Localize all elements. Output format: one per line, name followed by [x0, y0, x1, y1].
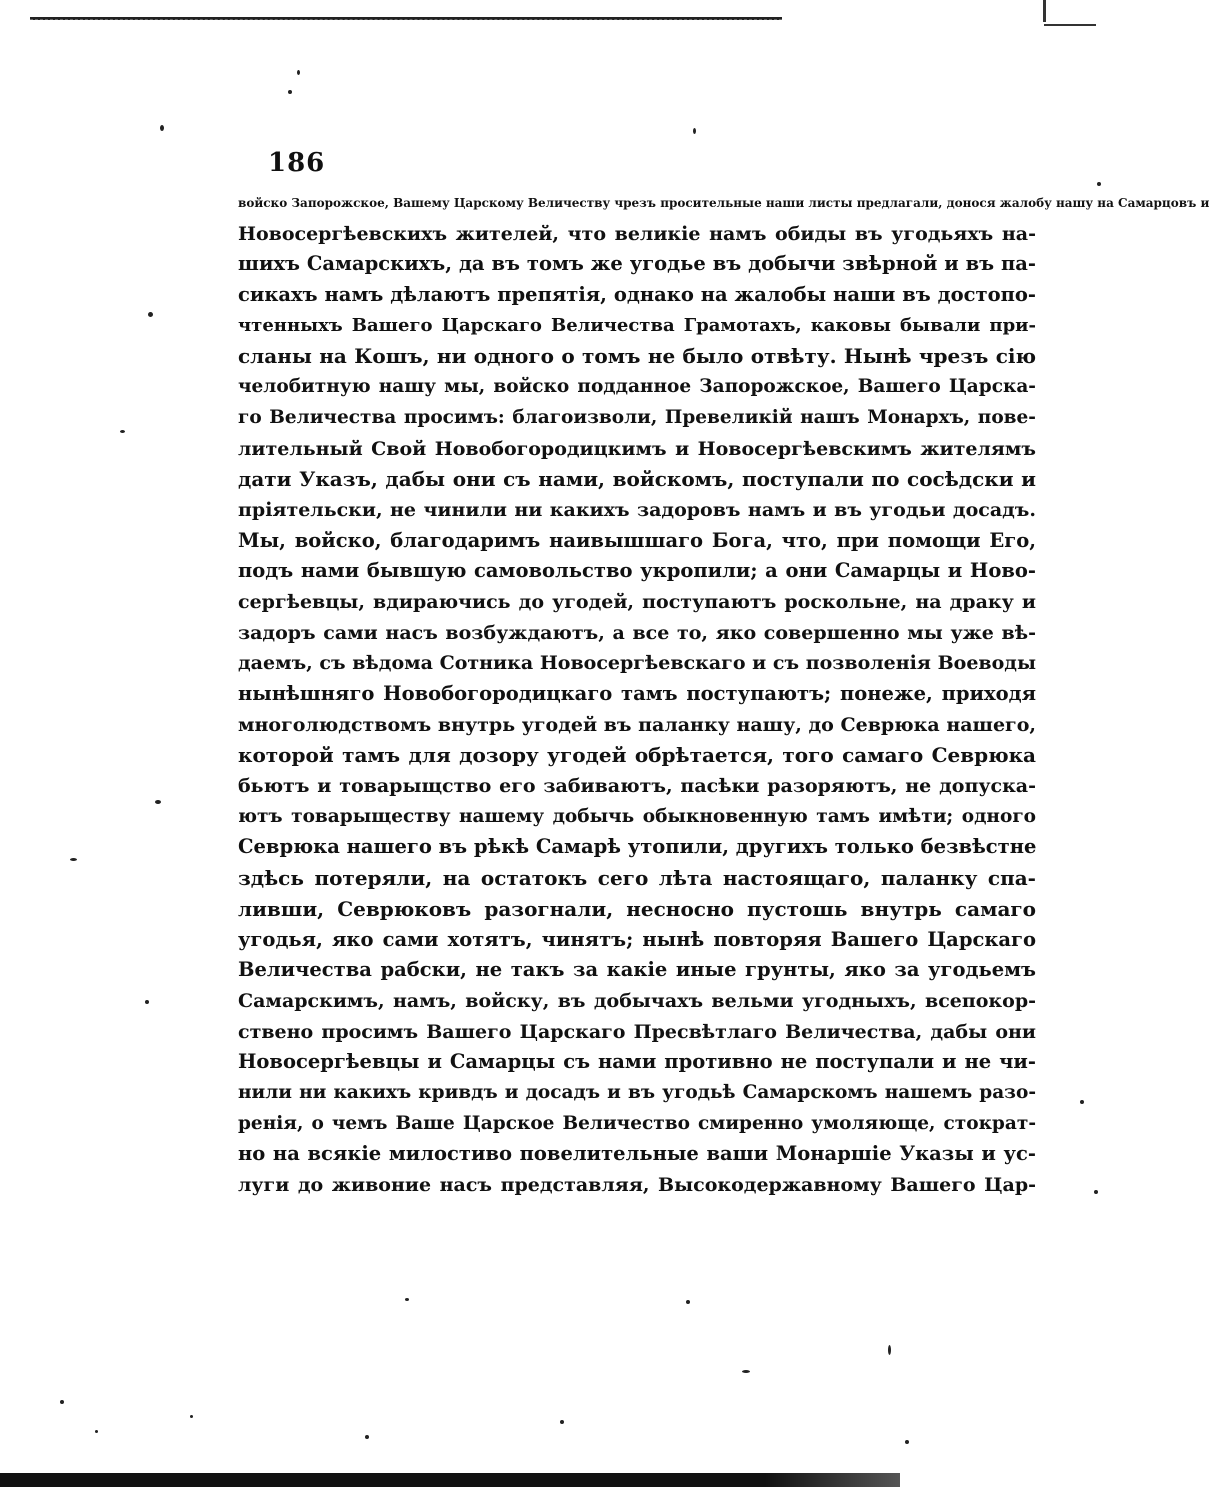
top-border-rule	[30, 17, 782, 20]
text-line: угодья, яко сами хотятъ, чинятъ; нынѣ повторяя Вашего Царскаго	[238, 927, 1036, 951]
text-line: чтенныхъ Вашего Царскаго Величества Грамотахъ, каковы бывали при-	[238, 314, 1036, 336]
text-line: дати Указъ, дабы они съ нами, войскомъ, поступали по сосѣдски и	[238, 467, 1036, 492]
text-line: бьютъ и товарыщство его забиваютъ, пасѣки разоряютъ, не допуска-	[238, 775, 1036, 798]
scan-speck	[686, 1300, 690, 1304]
scan-speck	[405, 1298, 409, 1301]
text-line: сикахъ намъ дѣлаютъ препятія, однако на жалобы наши въ достопо-	[238, 283, 1036, 307]
scan-speck	[155, 800, 161, 804]
text-line: ствено просимъ Вашего Царскаго Пресвѣтлаго Величества, дабы они	[238, 1020, 1036, 1043]
scan-speck	[693, 128, 696, 134]
scan-speck	[190, 1415, 193, 1418]
text-line: Новосергѣевцы и Самарцы съ нами противно не поступали и не чи-	[238, 1050, 1036, 1074]
text-line: подъ нами бывшую самовольство укропили; а они Самарцы и Ново-	[238, 559, 1036, 583]
scan-speck	[365, 1435, 369, 1439]
scan-speck	[297, 70, 300, 75]
text-line: Величества рабски, не такъ за какіе иные грунты, яко за угодьемъ	[238, 958, 1036, 982]
text-line: луги до живоние насъ представляя, Высокодержавному Вашего Цар-	[238, 1174, 1036, 1196]
text-line: Самарскимъ, намъ, войску, въ добычахъ вельми угодныхъ, всепокор-	[238, 989, 1036, 1012]
text-line: сергѣевцы, вдираючись до угодей, поступаютъ роскольне, на драку и	[238, 590, 1036, 613]
corner-mark	[1043, 0, 1046, 22]
scan-speck	[145, 1000, 149, 1004]
scan-speck	[560, 1420, 564, 1424]
text-line: пріятельски, не чинили ни какихъ задоровъ намъ и въ угодьи досадъ.	[238, 498, 1036, 521]
text-line: но на всякіе милостиво повелительные ваши Монаршіе Указы и ус-	[238, 1142, 1036, 1166]
scan-speck	[888, 1345, 891, 1355]
text-line: лительный Свой Новобогородицкимъ и Новосергѣевскимъ жителямъ	[238, 437, 1036, 460]
text-line: Севрюка нашего въ рѣкѣ Самарѣ утопили, другихъ только безвѣстне	[238, 835, 1037, 859]
body-text	[238, 188, 1209, 1201]
scan-speck	[148, 312, 153, 317]
text-line: Новосергѣевскихъ жителей, что великіе намъ обиды въ угодьяхъ на-	[238, 222, 1036, 245]
scan-speck	[60, 1400, 64, 1404]
scan-speck	[160, 125, 164, 131]
scan-speck	[1080, 1100, 1084, 1104]
text-line: войско Запорожское, Вашему Царскому Величеству чрезъ просительные наши листы предлагали, донося жалобу нашу на Самарцовъ и	[238, 196, 1209, 210]
text-line: здѣсь потеряли, на остатокъ сего лѣта настоящаго, паланку спа-	[238, 866, 1036, 891]
scan-speck	[120, 430, 125, 433]
text-line: которой тамъ для дозору угодей обрѣтается, того самаго Севрюка	[238, 743, 1036, 768]
text-line: Мы, войско, благодаримъ наивышшаго Бога, что, при помощи Его,	[238, 528, 1036, 552]
bottom-scan-edge	[0, 1473, 900, 1487]
top-border-rule-right	[1044, 24, 1096, 26]
text-line: ютъ товарыществу нашему добычь обыкновенную тамъ имѣти; одного	[238, 805, 1036, 827]
page-number: 186	[268, 148, 326, 178]
text-line: ливши, Севрюковъ разогнали, несносно пустошь внутрь самаго	[238, 896, 1036, 921]
text-line: шихъ Самарскихъ, да въ томъ же угодье въ добычи звѣрной и въ па-	[238, 252, 1036, 276]
text-line: задоръ сами насъ возбуждаютъ, а все то, яко совершенно мы уже вѣ-	[238, 621, 1036, 644]
scan-speck	[742, 1370, 750, 1373]
text-line: сланы на Кошъ, ни одного о томъ не было отвѣту. Нынѣ чрезъ сію	[238, 344, 1036, 369]
scan-speck	[1094, 1190, 1098, 1194]
scan-speck	[70, 858, 77, 861]
text-line: челобитную нашу мы, войско подданное Запорожское, Вашего Царска-	[238, 376, 1036, 398]
text-line: многолюдствомъ внутрь угодей въ паланку нашу, до Севрюка нашего,	[238, 713, 1036, 736]
scan-speck	[1097, 182, 1101, 186]
scan-speck	[95, 1430, 98, 1433]
text-line: нынѣшняго Новобогородицкаго тамъ поступаютъ; понеже, приходя	[238, 682, 1036, 705]
text-line: даемъ, съ вѣдома Сотника Новосергѣевскаго и съ позволенія Воеводы	[238, 652, 1036, 675]
text-line: нили ни какихъ кривдъ и досадъ и въ угодьѣ Самарскомъ нашемъ разо-	[238, 1081, 1036, 1103]
scan-speck	[288, 90, 292, 94]
text-line: го Величества просимъ: благоизволи, Превеликій нашъ Монархъ, пове-	[238, 406, 1036, 428]
scan-speck	[905, 1440, 909, 1444]
text-line: ренія, о чемъ Ваше Царское Величество смиренно умоляюще, стократ-	[238, 1112, 1036, 1134]
